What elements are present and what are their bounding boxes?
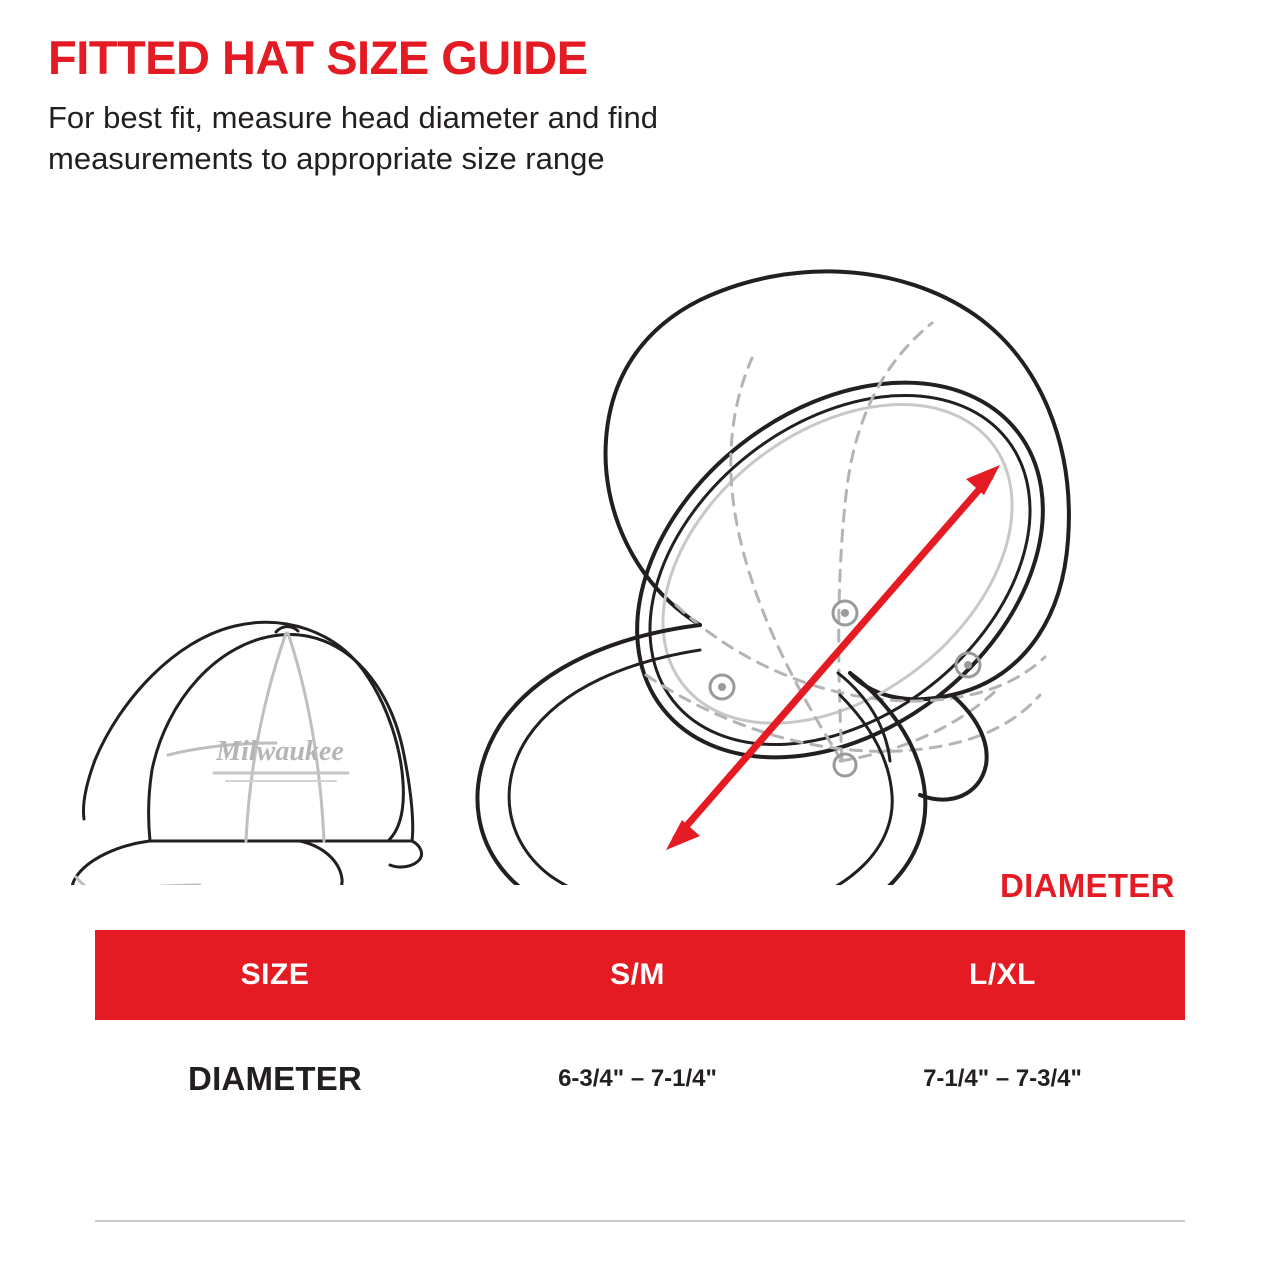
hat-diagram-svg [0,195,1280,885]
crown-outline-left [606,300,700,625]
table-bottom-divider [95,1220,1185,1222]
header-cell-lxl: L/XL [969,958,1036,991]
page-subtitle: For best fit, measure head diameter and find measurements to appropriate size range [48,100,658,176]
header-cell-sm: S/M [610,958,665,991]
interior-seams [646,323,1045,761]
small-brim-outer [72,841,342,885]
diameter-arrow [666,465,1000,850]
small-crown-left-edge [83,760,95,819]
large-hat-drawing [477,271,1115,885]
cell-diameter-lxl: 7-1/4" – 7-3/4" [923,1065,1082,1092]
small-crown-button [276,627,298,632]
brand-logo-text: Milwaukee [216,736,344,767]
table-row [95,1020,1185,1138]
brim-outer [477,625,925,885]
page-title: FITTED HAT SIZE GUIDE [48,31,588,84]
diameter-callout-label: DIAMETER [1000,867,1175,904]
row-label-diameter: DIAMETER [188,1060,362,1097]
crown-outline-top [700,271,1069,699]
size-table-header-row [95,930,1185,1020]
brand-logo-mark [214,736,348,781]
hat-illustration [0,195,1280,904]
small-hat-drawing [72,622,422,885]
cell-diameter-sm: 6-3/4" – 7-1/4" [558,1065,717,1092]
header-cell-size: SIZE [240,958,310,991]
small-brim-edge [76,877,112,885]
size-table [95,930,1185,1138]
small-hat-back [390,841,422,867]
